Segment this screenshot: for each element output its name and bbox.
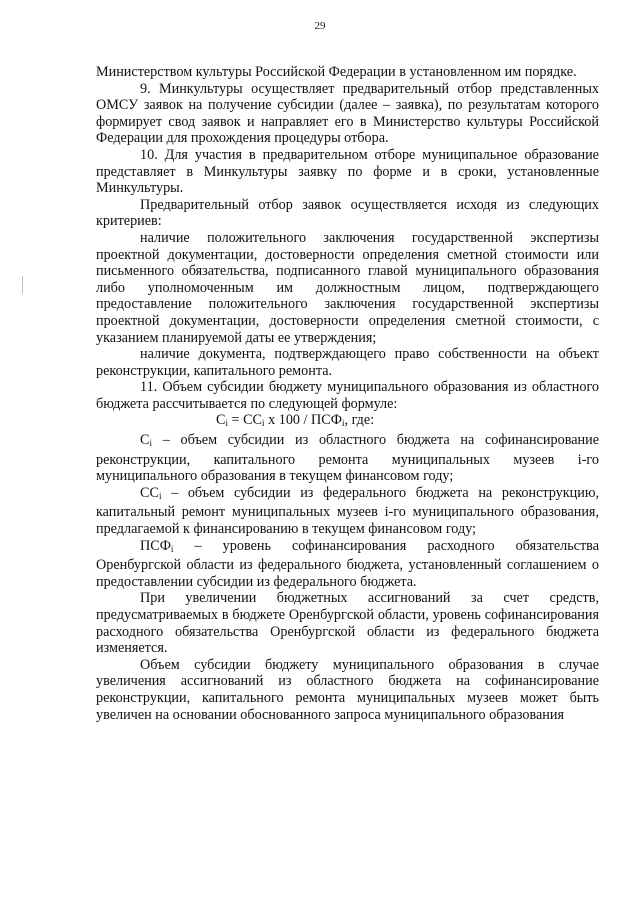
definition-subscript: i [158,490,162,501]
paragraph: Предварительный отбор заявок осуществляется исходя из следующих критериев: [96,196,599,230]
paragraph: 10. Для участия в предварительном отборе муниципальное образование представляет в Минкультуры заявку по форме и в сроки, установленные Минкультуры. [96,146,599,197]
page-number: 29 [314,20,326,32]
definition-symbol: CC [140,484,159,501]
paragraph: наличие документа, подтверждающего право собственности на объект реконструкции, капитального ремонта. [96,346,599,379]
definition [96,538,599,591]
formula-subscript: i [225,418,228,429]
formula-part: C [216,412,226,429]
definition-symbol: C [140,432,150,449]
paragraph: Объем субсидии бюджету муниципального образования в случае увеличения ассигнований из областного бюджета на софинансирование реконструкции, капитального ремонта муниципальных музеев может быть увеличен на основании обоснованного запроса муниципального образования [96,656,599,723]
formula-part: x 100 / ПСФ [264,412,342,429]
definition-text: – уровень софинансирования расходного обязательства Оренбургской области из федерального бюджета, установленный соглашением о предоставлении субсидии из федерального бюджета. [96,537,599,590]
paragraph: 9. Минкультуры осуществляет предварительный отбор представленных ОМСУ заявок на получение субсидии (далее – заявка), по результатам которого формирует свод заявок и направляет его в Министерство культуры Российской Федерации для прохождения процедуры отбора. [96,80,599,147]
formula-subscript: i [341,418,345,429]
formula-subscript: i [262,418,265,429]
paragraph: Министерством культуры Российской Федерации в установленном им порядке. [96,64,577,80]
definition [96,432,599,485]
paragraph: При увеличении бюджетных ассигнований за счет средств, предусматриваемых в бюджете Оренбургской области, уровень софинансирования расходного обязательства Оренбургской области из федерального бюджета изменяется. [96,590,599,657]
definition-text: – объем субсидии из федерального бюджета на реконструкцию, капитальный ремонт муниципальных музеев i-го муниципального образования, предлагаемой к финансированию в текущем финансовом году; [96,484,599,538]
document-body [96,64,599,723]
definition-symbol: ПСФ [140,537,171,554]
definition [96,485,599,538]
formula-part: = CC [227,412,263,429]
definition-text: – объем субсидии из областного бюджета на софинансирование реконструкции, капитального ремонта муниципальных музеев i-го муниципального образования в текущем финансовом году; [96,432,599,485]
margin-mark [22,276,23,294]
paragraph: 11. Объем субсидии бюджету муниципального образования из областного бюджета рассчитывается по следующей формуле: [96,379,599,412]
paragraph: наличие положительного заключения государственной экспертизы проектной документации, достоверности определения сметной стоимости или письменного обязательства, подписанного главой муниципального образования либо уполномоченным им должностным лицом, подтверждающего предоставление положительного заключения государственной экспертизы проектной документации, достоверности определения сметной стоимости, с указанием планируемой даты ее утверждения; [96,229,599,346]
definition-subscript: i [170,543,174,554]
formula [96,412,599,432]
definition-subscript: i [149,438,152,449]
formula-part: , где: [344,412,375,429]
